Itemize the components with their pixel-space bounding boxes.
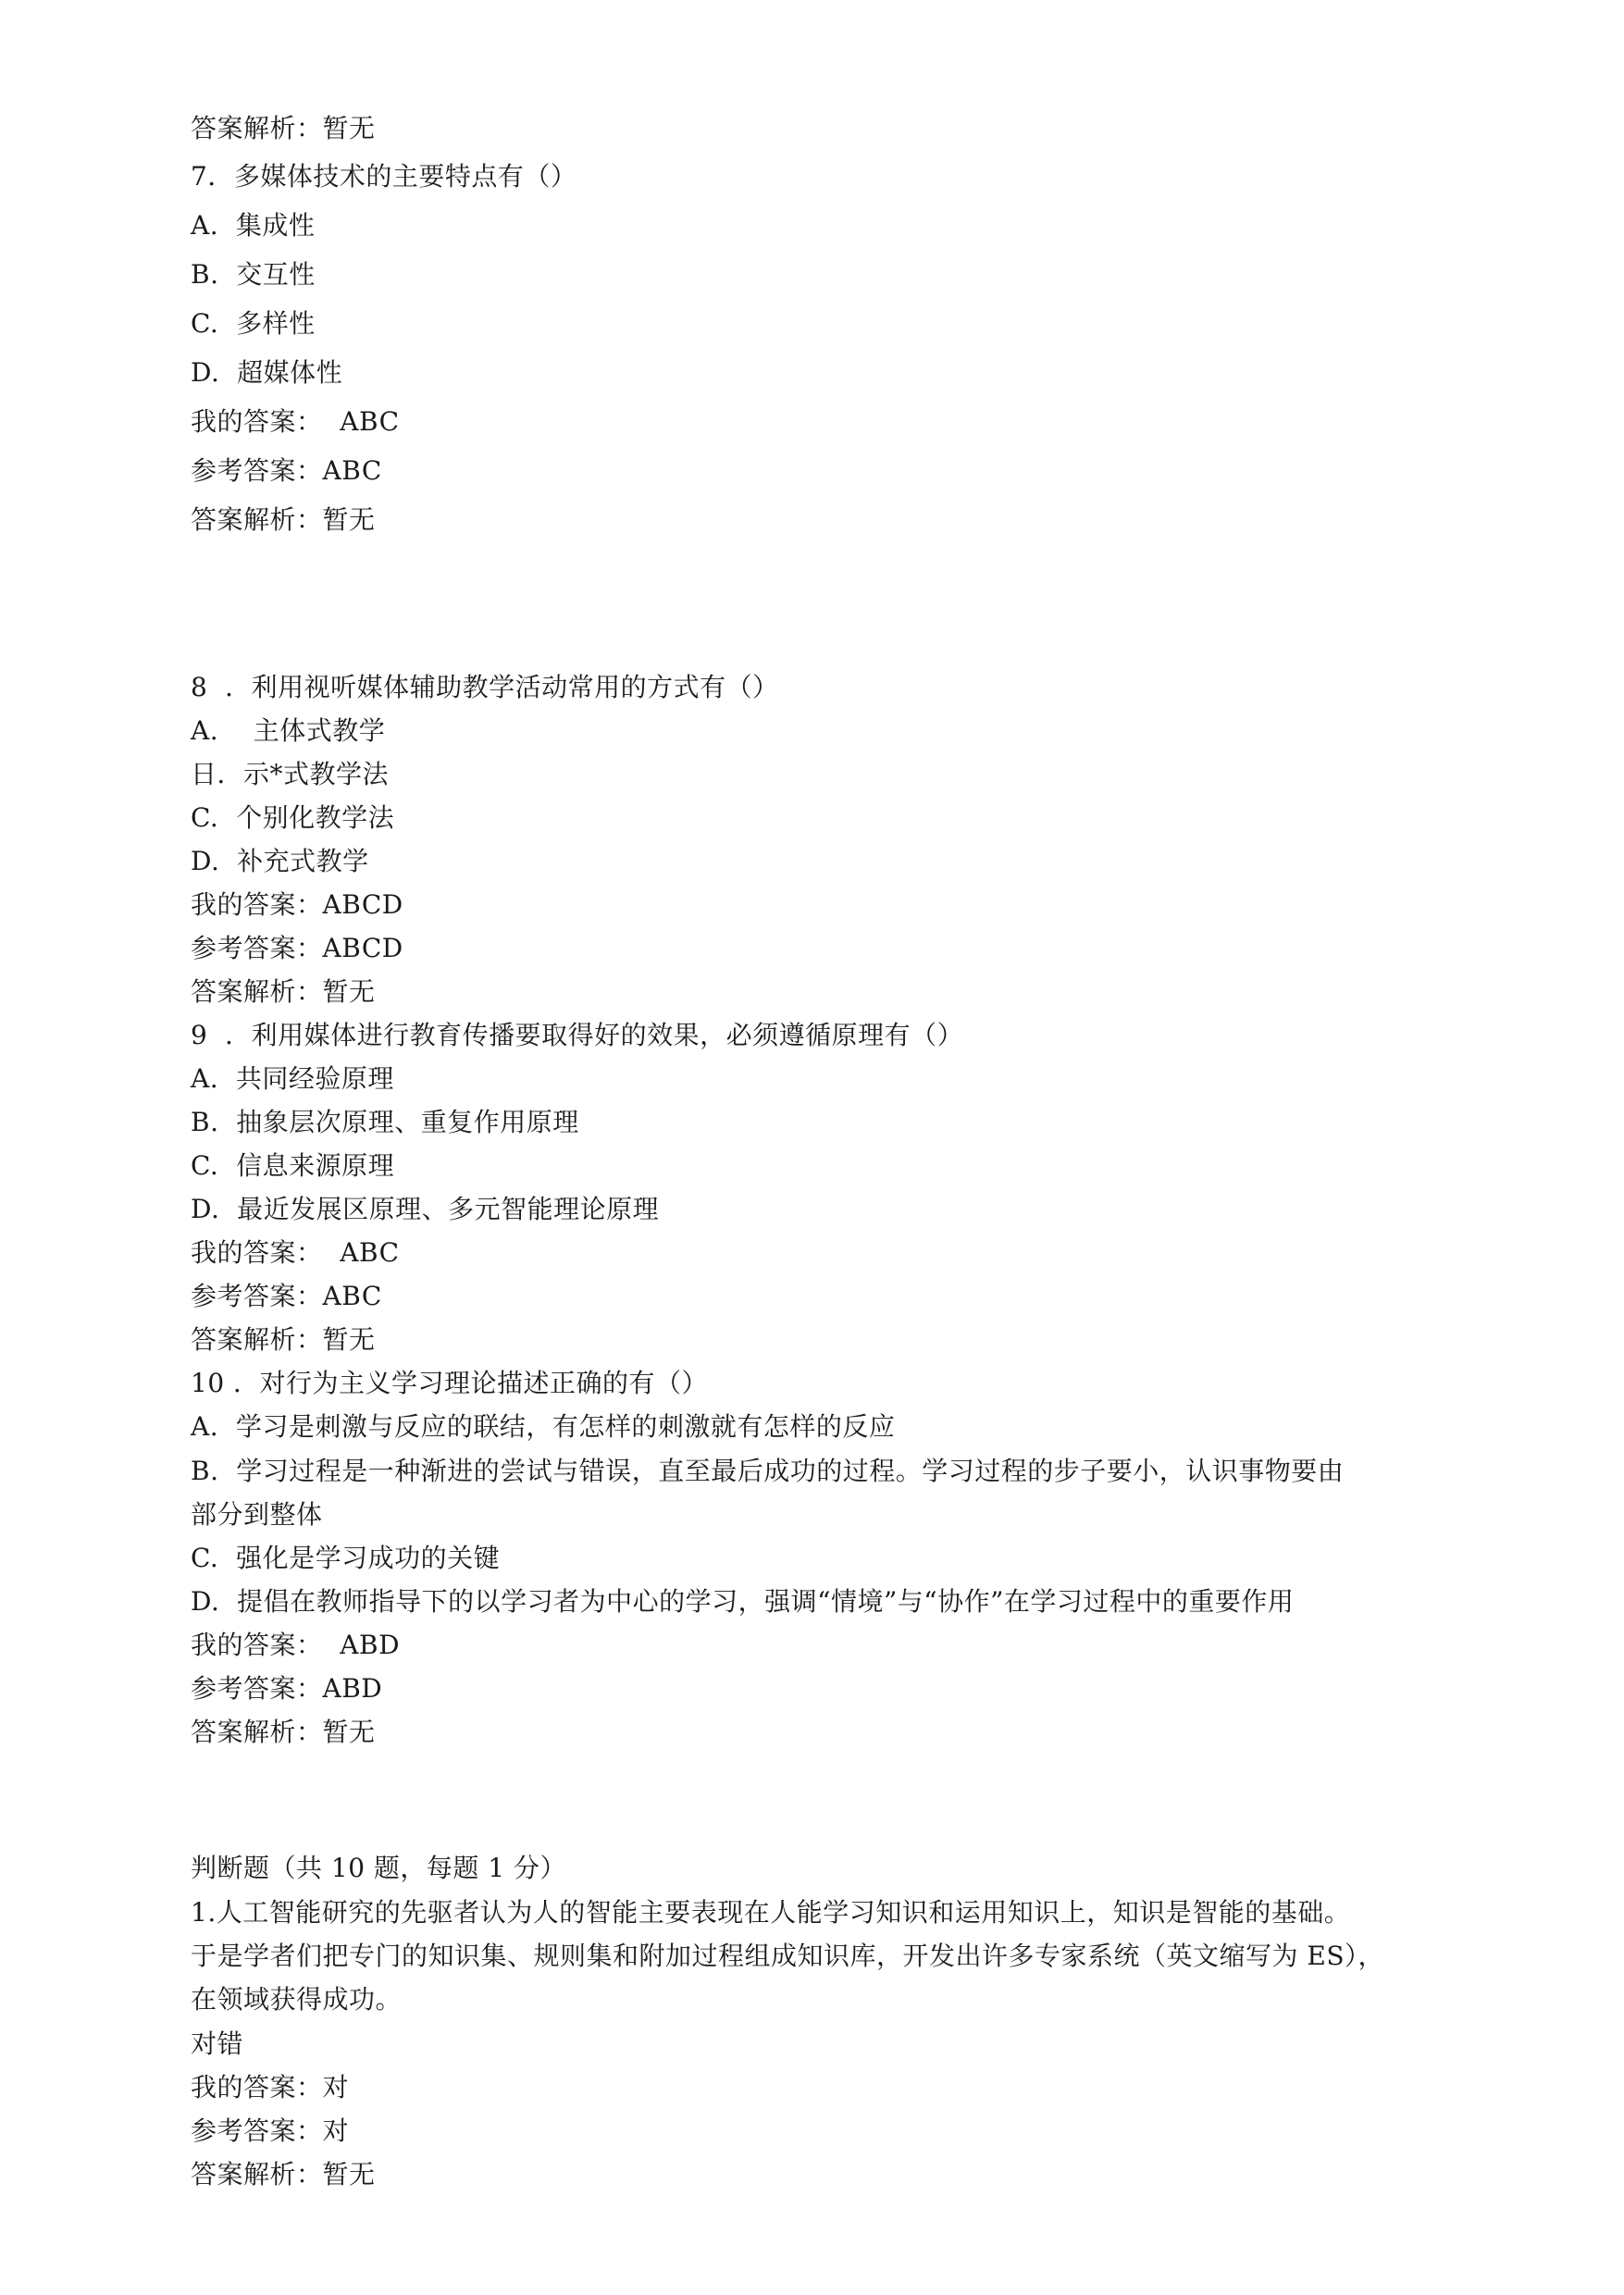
q8-option-c: C. 个别化教学法 (191, 802, 395, 833)
tf1-question: 1.人工智能研究的先驱者认为人的智能主要表现在人能学习知识和运用知识上，知识是智能的基础。 (191, 1897, 1351, 1928)
q10-option-d: D. 提倡在教师指导下的以学习者为中心的学习，强调“情境”与“协作”在学习过程中的重要作用 (191, 1586, 1295, 1617)
q8-reference-answer: 参考答案：ABCD (191, 933, 403, 963)
q10-reference-answer: 参考答案：ABD (191, 1673, 383, 1704)
q6-analysis: 答案解析：暂无 (191, 113, 376, 143)
q10-option-b: B. 学习过程是一种渐进的尝试与错误，直至最后成功的过程。学习过程的步子要小，认识事物要由 (191, 1456, 1345, 1486)
true-false-section-title: 判断题（共 10 题，每题 1 分） (191, 1853, 567, 1883)
q7-option-c: C. 多样性 (191, 308, 316, 339)
q7-analysis: 答案解析：暂无 (191, 504, 376, 535)
tf1-analysis: 答案解析：暂无 (191, 2159, 376, 2190)
tf1-question-end: 在领域获得成功。 (191, 1984, 403, 2015)
tf1-my-answer: 我的答案：对 (191, 2072, 350, 2103)
q9-option-b: B. 抽象层次原理、重复作用原理 (191, 1107, 579, 1137)
q7-option-d: D. 超媒体性 (191, 357, 343, 388)
q8-option-b: 日．示*式教学法 (191, 759, 390, 789)
q8-analysis: 答案解析：暂无 (191, 976, 376, 1007)
q7-title: 7．多媒体技术的主要特点有（） (191, 161, 577, 192)
q9-title: 9 ．利用媒体进行教育传播要取得好的效果，必须遵循原理有（） (191, 1020, 964, 1050)
q8-my-answer: 我的答案：ABCD (191, 889, 403, 920)
q10-option-a: A. 学习是刺激与反应的联结，有怎样的刺激就有怎样的反应 (191, 1411, 896, 1442)
q10-title: 10 ．对行为主义学习理论描述正确的有（） (191, 1368, 709, 1398)
q9-option-d: D. 最近发展区原理、多元智能理论原理 (191, 1194, 660, 1224)
q7-reference-answer: 参考答案：ABC (191, 455, 382, 486)
q7-option-b: B. 交互性 (191, 259, 316, 290)
q10-option-b-continued: 部分到整体 (191, 1499, 323, 1530)
q9-option-c: C. 信息来源原理 (191, 1150, 395, 1181)
q10-option-c: C. 强化是学习成功的关键 (191, 1543, 501, 1573)
q8-title: 8 ．利用视听媒体辅助教学活动常用的方式有（） (191, 672, 779, 702)
q10-my-answer: 我的答案： ABD (191, 1630, 401, 1660)
q9-option-a: A. 共同经验原理 (191, 1063, 394, 1094)
q7-my-answer: 我的答案： ABC (191, 406, 400, 437)
q8-option-d: D. 补充式教学 (191, 846, 369, 876)
q10-analysis: 答案解析：暂无 (191, 1717, 376, 1747)
q7-option-a: A. 集成性 (191, 210, 316, 241)
tf1-options: 对错 (191, 2028, 244, 2059)
tf1-question-continued: 于是学者们把专门的知识集、规则集和附加过程组成知识库，开发出许多专家系统（英文缩写为 ES）， (191, 1941, 1385, 1971)
q9-analysis: 答案解析：暂无 (191, 1324, 376, 1355)
q9-reference-answer: 参考答案：ABC (191, 1281, 382, 1311)
q9-my-answer: 我的答案： ABC (191, 1237, 400, 1268)
tf1-reference-answer: 参考答案：对 (191, 2115, 350, 2146)
q8-option-a: A. 主体式教学 (191, 715, 386, 746)
